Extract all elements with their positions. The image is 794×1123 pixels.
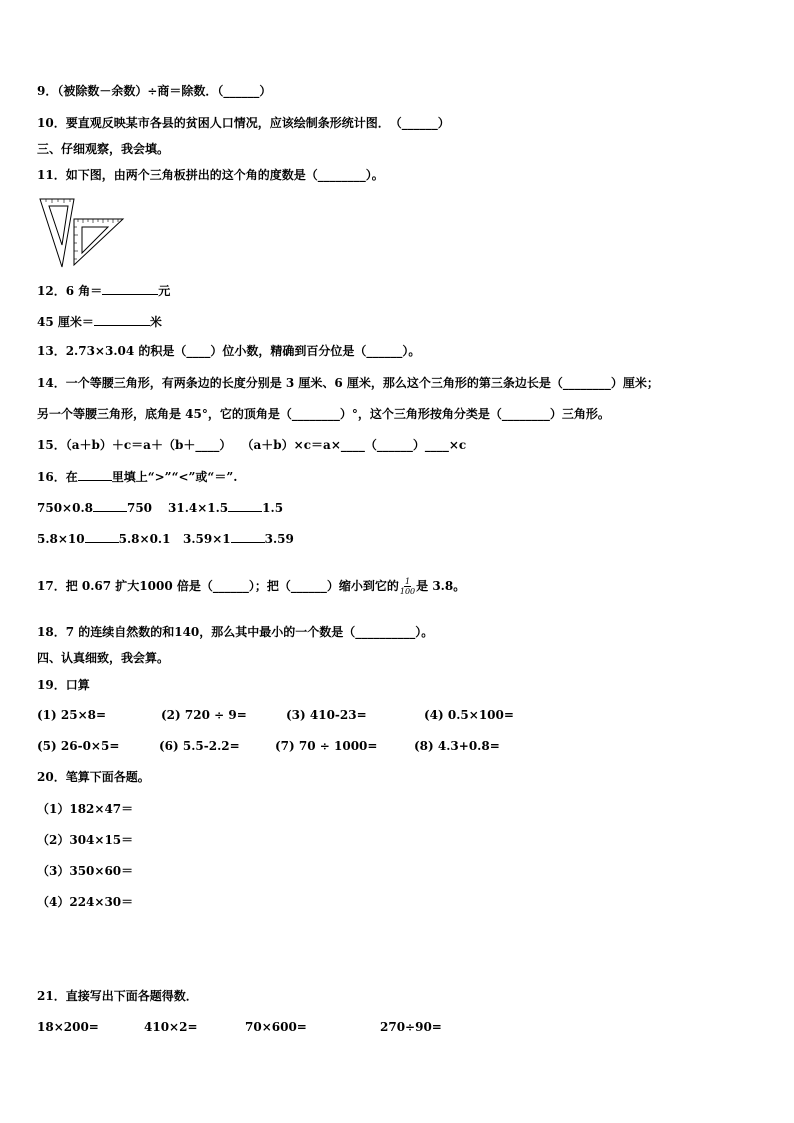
written-calc-item: （4）224×30＝	[37, 895, 134, 909]
answer-blank[interactable]	[94, 313, 150, 326]
answer-blank[interactable]	[85, 530, 119, 543]
question-14-line-2: 另一个等腰三角形，底角是 45°，它的顶角是（________）°，这个三角形按角分类是（________）三角形。	[37, 407, 610, 421]
oral-calc-item: (6) 5.5-2.2=	[159, 739, 240, 753]
comparison-item: 750×0.8 750	[37, 501, 153, 515]
comparison-item: 3.59×1 3.59	[183, 532, 294, 546]
answer-blank[interactable]	[231, 530, 265, 543]
question-14-line-1: 14．一个等腰三角形，有两条边的长度分别是 3 厘米、6 厘米，那么这个三角形的第三条边长是（________）厘米；	[37, 376, 659, 390]
written-calc-item: （3）350×60＝	[37, 864, 134, 878]
oral-calc-item: (2) 720 ÷ 9=	[161, 708, 247, 722]
fraction: $\frac{1}{100}$	[399, 577, 416, 596]
question-17: 17．把 0.67 扩大1000 倍是（______）；把（______）缩小到它的 $\frac{1}{100}$ 是 3.8。	[37, 577, 466, 596]
oral-calc-item: (4) 0.5×100=	[424, 708, 514, 722]
question-16-label: 16．在 里填上“>”“<”或“＝”.	[37, 470, 238, 484]
answer-blank	[78, 468, 112, 481]
answer-blank[interactable]	[93, 499, 127, 512]
question-20-label: 20．笔算下面各题。	[37, 770, 150, 784]
question-11: 11．如下图，由两个三角板拼出的这个角的度数是（________）。	[37, 168, 384, 182]
written-calc-item: （2）304×15＝	[37, 833, 134, 847]
question-13: 13．2.73×3.04 的积是（____）位小数，精确到百分位是（______）。	[37, 344, 421, 358]
direct-calc-item: 410×2=	[144, 1020, 198, 1034]
triangle-rulers-figure	[38, 197, 126, 269]
answer-blank[interactable]	[228, 499, 262, 512]
question-10: 10．要直观反映某市各县的贫困人口情况，应该绘制条形统计图． （______）	[37, 116, 450, 130]
comparison-item: 31.4×1.5 1.5	[168, 501, 284, 515]
question-21-label: 21．直接写出下面各题得数．	[37, 989, 198, 1003]
oral-calc-item: (1) 25×8=	[37, 708, 107, 722]
question-18: 18．7 的连续自然数的和140，那么其中最小的一个数是（__________）。	[37, 625, 434, 639]
direct-calc-item: 70×600=	[245, 1020, 307, 1034]
oral-calc-item: (7) 70 ÷ 1000=	[275, 739, 378, 753]
written-calc-item: （1）182×47＝	[37, 802, 134, 816]
comparison-item: 5.8×10 5.8×0.1	[37, 532, 171, 546]
question-15: 15．（a＋b）＋c＝a＋（b＋____） （a＋b）×c＝a×____（______）____×c	[37, 438, 467, 452]
direct-calc-item: 270÷90=	[380, 1020, 442, 1034]
question-9: 9．（被除数－余数）÷商＝除数．（______）	[37, 84, 272, 98]
oral-calc-item: (5) 26-0×5=	[37, 739, 120, 753]
oral-calc-item: (8) 4.3+0.8=	[414, 739, 500, 753]
question-12b: 45 厘米＝ 米	[37, 315, 162, 329]
answer-blank[interactable]	[102, 282, 158, 295]
section-4-heading: 四、认真细致，我会算。	[37, 651, 170, 665]
question-19-label: 19．口算	[37, 678, 90, 692]
section-3-heading: 三、仔细观察，我会填。	[37, 142, 170, 156]
question-12a: 12．6 角＝ 元	[37, 284, 171, 298]
direct-calc-item: 18×200=	[37, 1020, 99, 1034]
oral-calc-item: (3) 410-23=	[286, 708, 367, 722]
